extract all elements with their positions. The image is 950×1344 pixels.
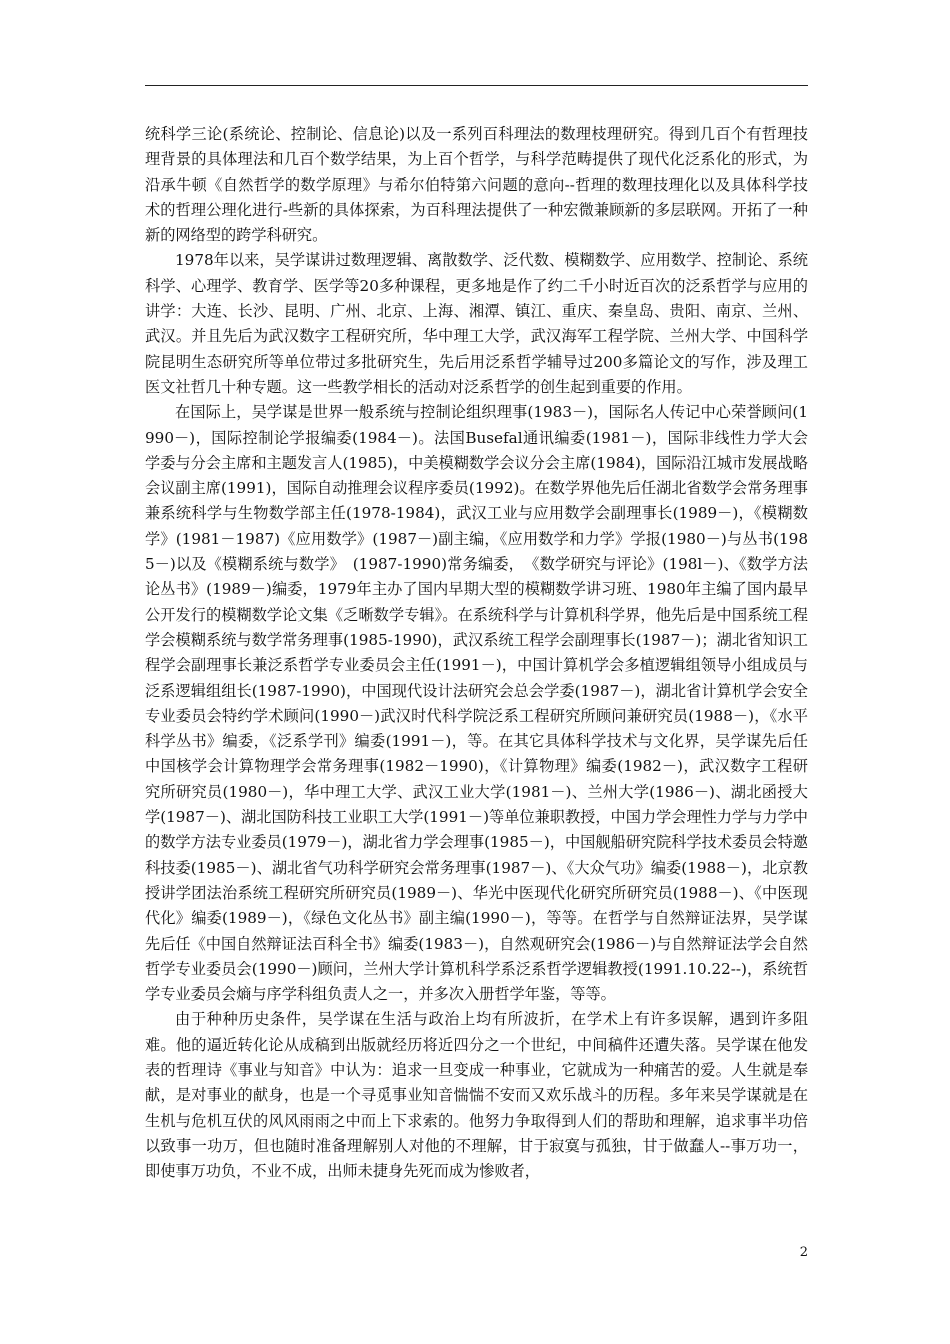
paragraph-3: 在国际上，吴学谋是世界一般系统与控制论组织理事(1983－)，国际名人传记中心荣誉顾问(1990－)，国际控制论学报编委(1984－)。法国Busefal通讯编委(1981－)，国际非线性力学大会学委与分会主席和主题发言人(1985)，中美模糊数学会议分会主席(1984)，国际沿江城市发展战略会议副主席(1991)，国际自动推理会议程序委员(1992)。在数学界他先后任湖北省数学会常务理事兼系统科学与生物数学部主任(1978-1984)，武汉工业与应用数学会副理事长(1989－)，《模糊数学》(1981－1987)《应用数学》(1987－)副主编，《应用数学和力学》学报(1980－)与丛书(1985－)以及《模糊系统与数学》 (1987-1990)常务编委， 《数学研究与评论》(198l－)、《数学方法论丛书》(1989－)编委，1979年主办了国内早期大型的模糊数学讲习班、1980年主编了国内最早公开发行的模糊数学论文集《乏晰数学专辑》。在系统科学与计算机科学界，他先后是中国系统工程学会模糊系统与数学常务理事(1985-1990)，武汉系统工程学会副理事长(1987－)；湖北省知识工程学会副理事长兼泛系哲学专业委员会主任(1991－)，中国计算机学会多植逻辑组领导小组成员与泛系逻辑组组长(1987-1990)，中国现代设计法研究会总会学委(1987－)，湖北省计算机学会安全专业委员会特约学术顾问(1990－)武汉时代科学院泛系工程研究所顾问兼研究员(1988－)，《水平科学丛书》编委，《泛系学刊》编委(1991－)，等。在其它具体科学技术与文化界，吴学谋先后任中国核学会计算物理学会常务理事(1982－1990)，《计算物理》编委(1982－)，武汉数字工程研究所研究员(1980－)，华中理工大学、武汉工业大学(1981－)、兰州大学(1986－)、湖北函授大学(1987－)、湖北国防科技工业职工大学(1991－)等单位兼职教授，中国力学会理性力学与力学中的数学方法专业委员(1979－)，湖北省力学会理事(1985－)，中国舰船研究院科学技术委员会特邀科技委(1985－)、湖北省气功科学研究会常务理事(1987－)、《大众气功》编委(1988－)，北京教授讲学团法治系统工程研究所研究员(1989－)、华光中医现代化研究所研究员(1988－)、《中医现代化》编委(1989－)，《绿色文化丛书》副主编(1990－)，等等。在哲学与自然辩证法界，吴学谋先后任《中国自然辩证法百科全书》编委(1983－)，自然观研究会(1986－)与自然辩证法学会自然哲学专业委员会(1990－)顾问，兰州大学计算机科学系泛系哲学逻辑教授(1991.10.22--)，系统哲学专业委员会熵与序学科组负责人之一，并多次入册哲学年鉴，等等。: [145, 403, 808, 1004]
page-number: 2: [799, 1245, 808, 1260]
paragraph-2: 1978年以来，吴学谋讲过数理逻辑、离散数学、泛代数、模糊数学、应用数学、控制论、系统科学、心理学、教育学、医学等20多种课程，更多地是作了约二千小时近百次的泛系哲学与应用的讲学：大连、长沙、昆明、广州、北京、上海、湘潭、镇江、重庆、秦皇岛、贵阳、南京、兰州、武汉。并且先后为武汉数字工程研究所，华中理工大学，武汉海军工程学院、兰州大学、中国科学院昆明生态研究所等单位带过多批研究生，先后用泛系哲学辅导过200多篇论文的写作，涉及理工医文社哲几十种专题。这一些教学相长的活动对泛系哲学的创生起到重要的作用。: [145, 251, 808, 396]
body-text: [145, 122, 808, 1184]
header-rule: [145, 85, 808, 86]
paragraph-4: 由于种种历史条件，吴学谋在生活与政治上均有所波折，在学术上有许多误解，遇到许多阻难。他的逼近转化论从成稿到出版就经历将近四分之一个世纪，中间稿件还遭失落。吴学谋在他发表的哲理诗《事业与知音》中认为：追求一旦变成一种事业，它就成为一种痛苦的爱。人生就是奉献，是对事业的献身，也是一个寻觅事业知音惴惴不安而又欢乐战斗的历程。多年来吴学谋就是在生机与危机互伏的风风雨雨之中而上下求索的。他努力争取得到人们的帮助和理解，追求事半功倍以致事一功万，但也随时准备理解别人对他的不理解，甘于寂寞与孤独，甘于做蠢人--事万功一，即使事万功负，不业不成，出师未捷身先死而成为惨败者，: [145, 1010, 808, 1181]
paragraph-1: 统科学三论(系统论、控制论、信息论)以及一系列百科理法的数理枝理研究。得到几百个有哲理技理背景的具体理法和几百个数学结果，为上百个哲学，与科学范畴提供了现代化泛系化的形式，为沿承牛顿《自然哲学的数学原理》与希尔伯特第六问题的意向--哲理的数理技理化以及具体科学技术的哲理公理化进行-些新的具体探索，为百科理法提供了一种宏微兼顾新的多层联网。开拓了一种新的网络型的跨学科研究。: [145, 125, 808, 245]
